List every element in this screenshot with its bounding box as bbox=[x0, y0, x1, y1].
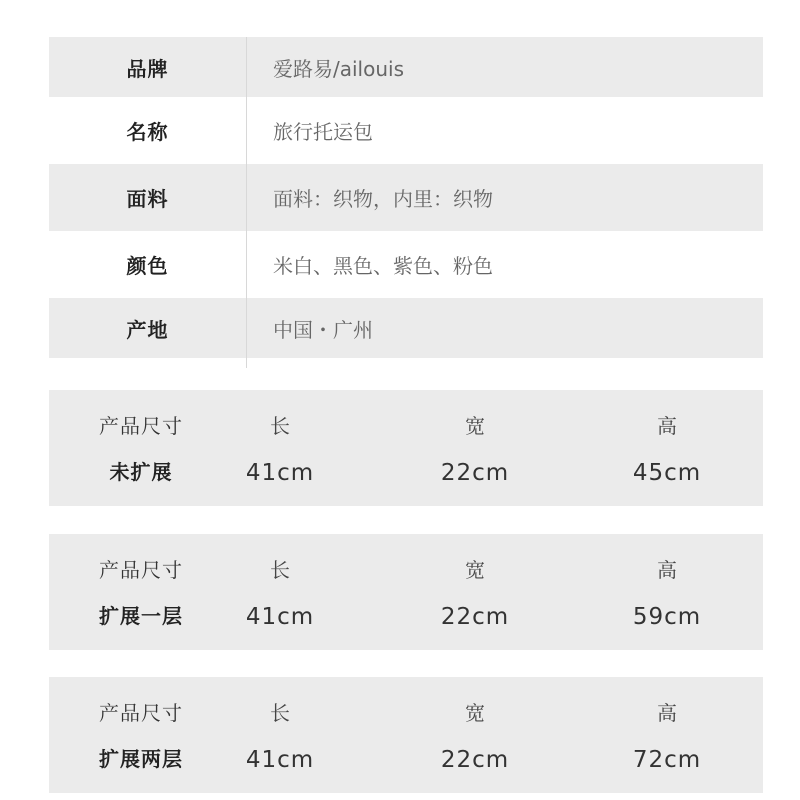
height-value: 59cm bbox=[632, 604, 702, 630]
length-header: 长 bbox=[270, 414, 290, 438]
length-value: 41cm bbox=[245, 747, 315, 773]
column-divider bbox=[246, 37, 247, 368]
spec-value: 面料：织物，内里：织物 bbox=[273, 187, 493, 211]
size-block-expanded-two bbox=[49, 677, 763, 793]
spec-value: 爱路易/ailouis bbox=[273, 56, 404, 81]
size-label-bottom: 扩展一层 bbox=[99, 604, 183, 628]
spec-label: 品牌 bbox=[126, 56, 169, 81]
size-label-bottom: 未扩展 bbox=[109, 460, 173, 484]
length-header: 长 bbox=[270, 558, 290, 582]
size-block-expanded-one bbox=[49, 534, 763, 650]
width-value: 22cm bbox=[440, 604, 510, 630]
spec-value: 米白、黑色、紫色、粉色 bbox=[273, 254, 493, 278]
height-value: 72cm bbox=[632, 747, 702, 773]
spec-label: 名称 bbox=[126, 120, 169, 144]
spec-table bbox=[49, 37, 763, 358]
spec-row-color bbox=[49, 231, 763, 298]
size-block-unexpanded bbox=[49, 390, 763, 506]
width-value: 22cm bbox=[440, 747, 510, 773]
spec-row-name bbox=[49, 97, 763, 164]
length-header: 长 bbox=[270, 701, 290, 725]
width-header: 宽 bbox=[465, 558, 485, 582]
width-header: 宽 bbox=[465, 701, 485, 725]
size-label-top: 产品尺寸 bbox=[99, 701, 183, 725]
spec-row-material bbox=[49, 164, 763, 231]
spec-row-origin bbox=[49, 298, 763, 358]
height-header: 高 bbox=[657, 558, 677, 582]
spec-label: 产地 bbox=[126, 317, 169, 342]
spec-row-brand bbox=[49, 37, 763, 97]
height-header: 高 bbox=[657, 701, 677, 725]
length-value: 41cm bbox=[245, 604, 315, 630]
height-header: 高 bbox=[657, 414, 677, 438]
spec-label: 面料 bbox=[126, 187, 169, 211]
width-value: 22cm bbox=[440, 460, 510, 486]
size-label-top: 产品尺寸 bbox=[99, 558, 183, 582]
spec-value: 中国・广州 bbox=[273, 317, 373, 342]
height-value: 45cm bbox=[632, 460, 702, 486]
spec-label: 颜色 bbox=[126, 254, 169, 278]
size-label-top: 产品尺寸 bbox=[99, 414, 183, 438]
width-header: 宽 bbox=[465, 414, 485, 438]
length-value: 41cm bbox=[245, 460, 315, 486]
spec-value: 旅行托运包 bbox=[273, 120, 373, 144]
size-label-bottom: 扩展两层 bbox=[99, 747, 183, 771]
